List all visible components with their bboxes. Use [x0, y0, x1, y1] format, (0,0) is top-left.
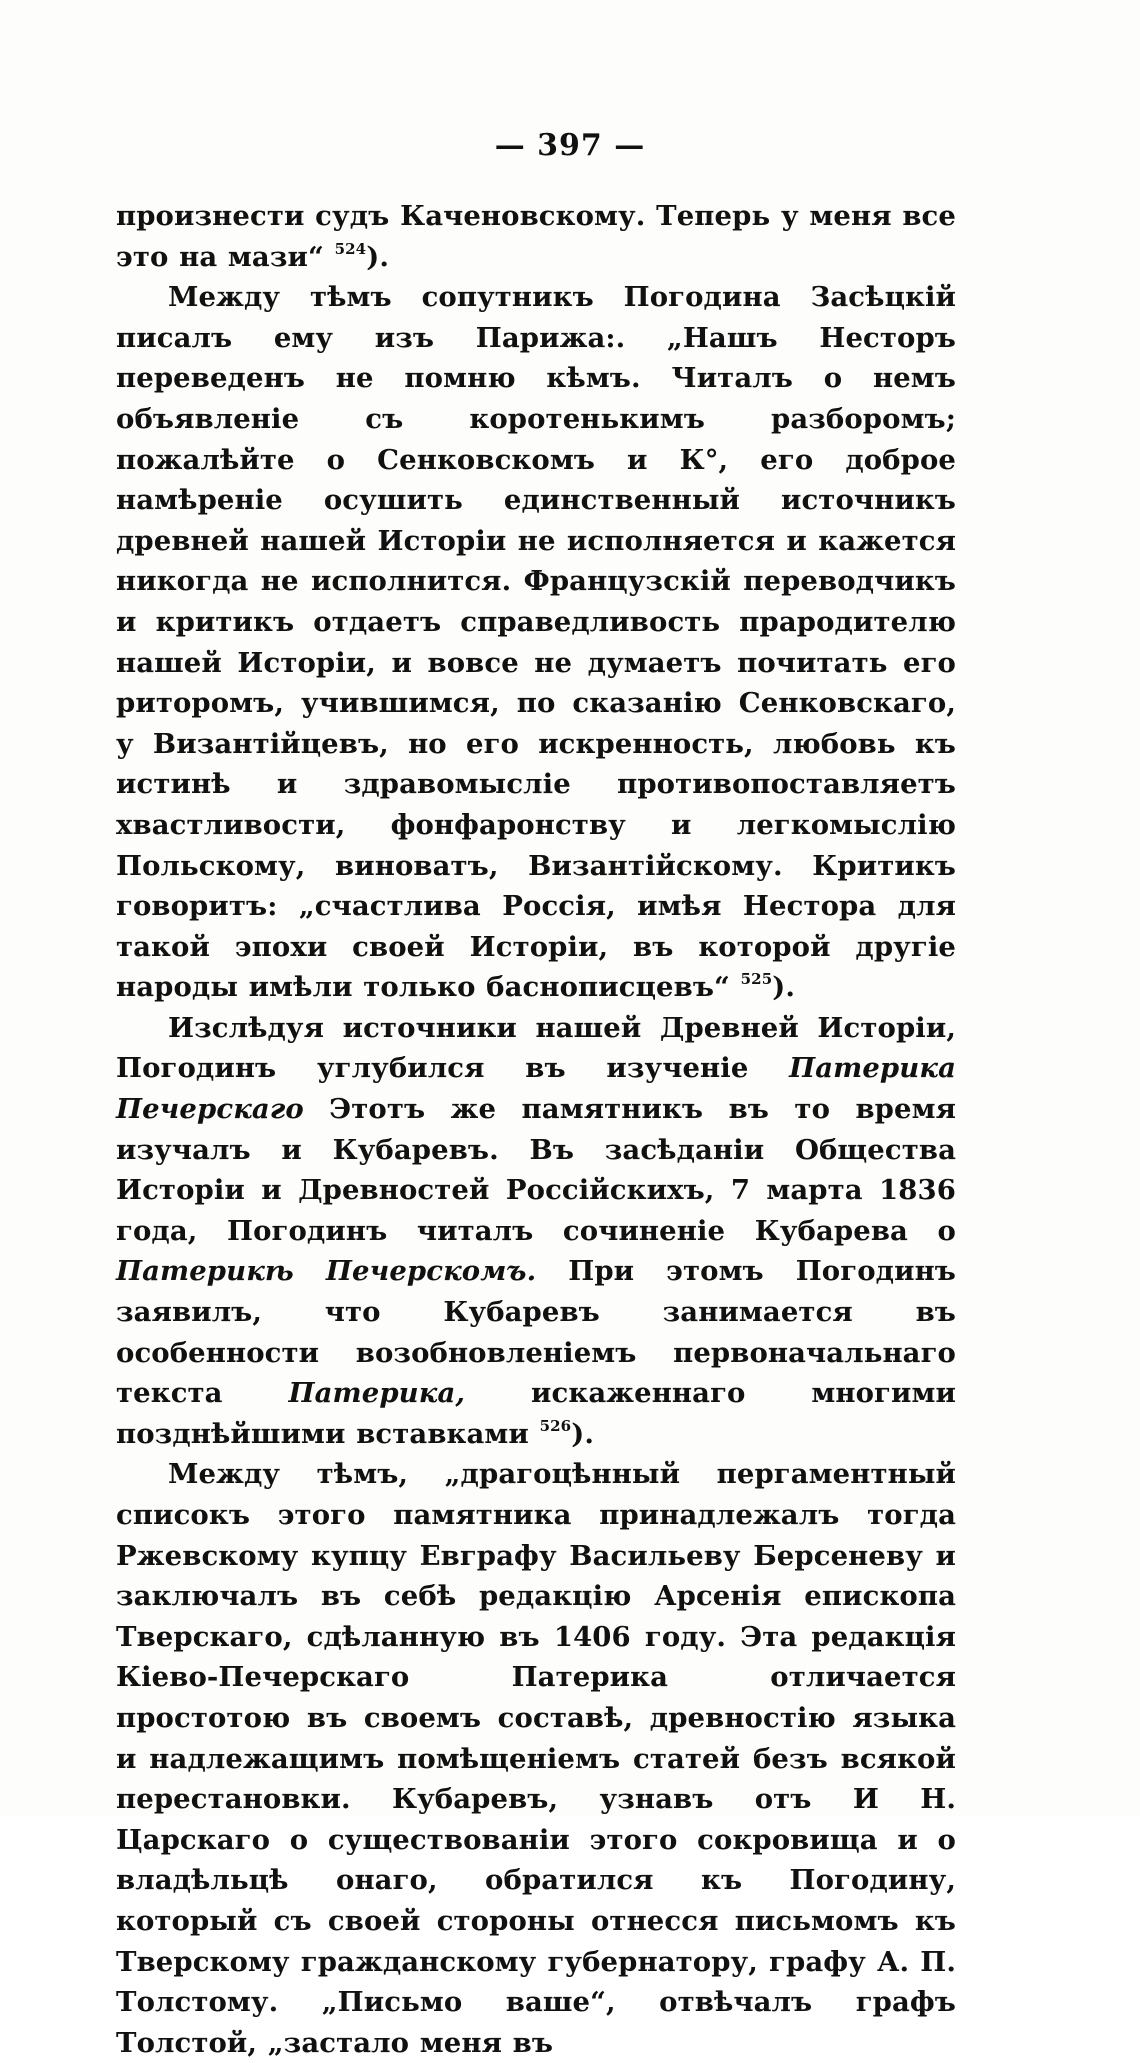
text-run: ).: [571, 1417, 594, 1450]
paragraph: [116, 277, 956, 1008]
italic-title: Патерика Печерскаго: [116, 1052, 956, 1126]
text-run: искаженнаго многими позднѣйшими вставками: [116, 1377, 956, 1450]
text-run: При этомъ Погодинъ заявилъ, что Кубаревъ занимается въ особенности возобновленіемъ первоначальнаго текста: [116, 1255, 956, 1410]
footnote-reference: 526: [539, 1416, 572, 1435]
italic-title: Патерика,: [288, 1377, 466, 1410]
text-run: произнести судъ Каченовскому. Теперь у меня все это на мази“: [116, 200, 956, 273]
text-run: Изслѣдуя источники нашей Древней Исторіи, Погодинъ углубился въ изученіе: [116, 1011, 956, 1085]
text-run: Между тѣмъ сопутникъ Погодина Засѣцкій писалъ ему изъ Парижа:. „Нашъ Несторъ переведенъ не помню кѣмъ. Читалъ о немъ объявленіе съ коротенькимъ разборомъ; пожалѣйте о Сенковскомъ и К°, его доброе намѣреніе осушить единственный источникъ древней нашей Исторіи не исполняется и кажется никогда не исполнится. Французскій переводчикъ и критикъ отдаетъ справедливость прародителю нашей Исторіи, и вовсе не думаетъ почитать его риторомъ, учившимся, по сказанію Сенковскаго, у Византійцевъ, но его искренность, любовь къ истинѣ и здравомыслie противопоставляетъ хвастливости, фонфаронству и легкомыслію Польскому, виноватъ, Византійскому. Критикъ говоритъ: „счастлива Россія, имѣя Нестора для такой эпохи своей Исторіи, въ которой другіе народы имѣли только баснописцевъ“: [116, 281, 956, 1004]
text-run: ).: [772, 971, 796, 1004]
footnote-reference: 525: [740, 970, 773, 989]
italic-title: Патерикѣ Печерскомъ.: [116, 1255, 537, 1288]
paragraph: [116, 196, 956, 277]
text-run: Этотъ же памятникъ въ то время изучалъ и Кубаревъ. Въ засѣданіи Общества Исторіи и Древностей Россійскихъ, 7 марта 1836 года, Погодинъ читалъ сочиненіе Кубарева о: [116, 1093, 956, 1247]
text-run: Между тѣмъ, „драгоцѣнный пергаментный списокъ этого памятника принадлежалъ тогда Ржевскому купцу Евграфу Васильеву Берсеневу и заключалъ въ себѣ редакцію Арсенія епископа Тверскаго, сдѣланную въ 1406 году. Эта редакція Кіево-Печерскаго Патерика отличается простотою въ своемъ составѣ, древностію языка и надлежащимъ помѣщеніемъ статей безъ всякой перестановки. Кубаревъ, узнавъ отъ И Н. Царскаго о существованіи этого сокровища и о владѣльцѣ онаго, обратился къ Погодину, который съ своей стороны отнесся письмомъ къ Тверскому гражданскому губернатору, графу А. П. Толстому. „Письмо ваше“, отвѣчалъ графъ Толстой, „застало меня въ: [116, 1458, 956, 2059]
page-number: — 397 —: [494, 128, 646, 163]
text-run: ).: [366, 240, 389, 273]
paragraph: [116, 1008, 956, 1455]
body-text: [116, 196, 956, 2063]
paragraph: [116, 1454, 956, 2063]
footnote-reference: 524: [334, 239, 367, 258]
